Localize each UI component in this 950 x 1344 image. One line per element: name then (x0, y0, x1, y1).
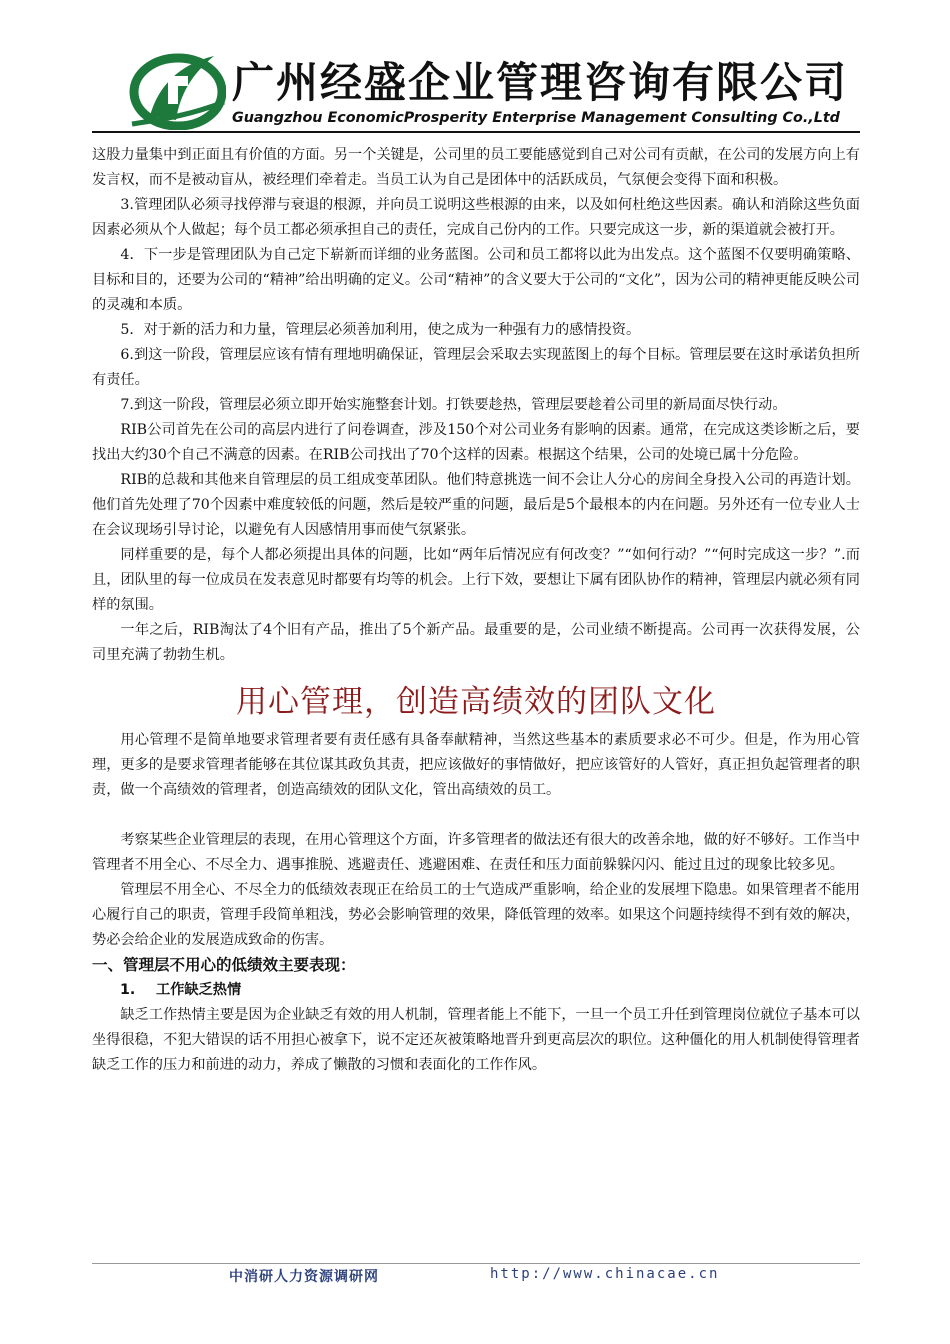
footer-url-link[interactable]: http://www.chinacae.cn (490, 1266, 720, 1282)
subsection-heading (92, 978, 860, 1003)
company-logo-icon (128, 46, 226, 130)
page-footer (92, 1264, 860, 1288)
company-name-english: Guangzhou EconomicProsperity Enterprise Management Consulting Co.,Ltd (232, 110, 840, 126)
section-heading: 一、管理层不用心的低绩效主要表现： (92, 956, 356, 974)
document-body (92, 143, 860, 1078)
header-divider (92, 131, 860, 133)
paragraph-rib-team: RIB的总裁和其他来自管理层的员工组成变革团队。他们特意挑选一间不会让人分心的房间全身投入公司的再造计划。他们首先处理了70个因素中难度较低的问题，然后是较严重的问题，最后是5个最根本的内在问题。另外还有一位专业人士在会议现场引导讨论，以避免有人因感情用事而使气氛紧张。 (92, 472, 860, 538)
paragraph-rib-result: 一年之后，RIB淘汰了4个旧有产品，推出了5个新产品。最重要的是，公司业绩不断提高。公司再一次获得发展，公司里充满了勃勃生机。 (92, 622, 860, 663)
subsection-number: 1. (120, 982, 136, 998)
article-heading: 用心管理，创造高绩效的团队文化 (236, 684, 716, 720)
page-header (92, 40, 860, 132)
paragraph-intro: 用心管理不是简单地要求管理者要有责任感有具备奉献精神，当然这些基本的素质要求必不可少。但是，作为用心管理，更多的是要求管理者能够在其位谋其政负其责，把应该做好的事情做好，把应该管好的人管好，真正担负起管理者的职责，做一个高绩效的管理者，创造高绩效的团队文化，管出高绩效的员工。 (92, 732, 860, 798)
paragraph-step-6: 6.到这一阶段，管理层应该有情有理地明确保证，管理层会采取去实现蓝图上的每个目标。管理层要在这时承诺负担所有责任。 (92, 347, 860, 388)
paragraph-impact: 管理层不用全心、不尽全力的低绩效表现正在给员工的士气造成严重影响，给企业的发展埋下隐患。如果管理者不能用心履行自己的职责，管理手段简单粗浅，势必会影响管理的效果，降低管理的效率。如果这个问题持续得不到有效的解决，势必会给企业的发展造成致命的伤害。 (92, 882, 860, 948)
paragraph-rib-questions: 同样重要的是，每个人都必须提出具体的问题，比如“两年后情况应有何改变？”“如何行动？”“何时完成这一步？”.而且，团队里的每一位成员在发表意见时都要有均等的机会。上行下效，要想让下属有团队协作的精神，管理层内就必须有同样的氛围。 (92, 547, 860, 613)
paragraph-step-4: 4．下一步是管理团队为自己定下崭新而详细的业务蓝图。公司和员工都将以此为出发点。这个蓝图不仅要明确策略、目标和目的，还要为公司的“精神”给出明确的定义。公司“精神”的含义要大于公司的“文化”，因为公司的精神更能反映公司的灵魂和本质。 (92, 247, 860, 313)
company-name: 广州经盛企业管理咨询有限公司 (232, 58, 849, 107)
paragraph-step-3: 3.管理团队必须寻找停滞与衰退的根源，并向员工说明这些根源的由来，以及如何杜绝这些因素。确认和消除这些负面因素必须从个人做起；每个员工都必须承担自己的责任，完成自己份内的工作。只要完成这一步，新的渠道就会被打开。 (92, 197, 860, 238)
footer-site-name: 中消研人力资源调研网 (229, 1269, 379, 1285)
paragraph-step-5: 5．对于新的活力和力量，管理层必须善加利用，使之成为一种强有力的感情投资。 (120, 322, 641, 338)
paragraph-observation: 考察某些企业管理层的表现，在用心管理这个方面，许多管理者的做法还有很大的改善余地，做的好不够好。工作当中管理者不用全心、不尽全力、遇事推脱、逃避责任、逃避困难、在责任和压力面前躲躲闪闪、能过且过的现象比较多见。 (92, 832, 860, 873)
subsection-title: 工作缺乏热情 (156, 982, 242, 998)
paragraph-lack-of-enthusiasm: 缺乏工作热情主要是因为企业缺乏有效的用人机制，管理者能上不能下，一旦一个员工升任到管理岗位就位子基本可以坐得很稳，不犯大错误的话不用担心被拿下，说不定还灰被策略地晋升到更高层次的职位。这种僵化的用人机制使得管理者缺乏工作的压力和前进的动力，养成了懒散的习惯和表面化的工作作风。 (92, 1007, 860, 1073)
paragraph-continued: 这股力量集中到正面且有价值的方面。另一个关键是，公司里的员工要能感觉到自己对公司有贡献，在公司的发展方向上有发言权，而不是被动盲从，被经理们牵着走。当员工认为自己是团体中的活跃成员，气氛便会变得下面和积极。 (92, 147, 860, 188)
paragraph-rib-survey: RIB公司首先在公司的高层内进行了问卷调查，涉及150个对公司业务有影响的因素。通常，在完成这类诊断之后，要找出大约30个自己不满意的因素。在RIB公司找出了70个这样的因素。根据这个结果，公司的处境已属十分危险。 (92, 422, 860, 463)
paragraph-step-7: 7.到这一阶段，管理层必须立即开始实施整套计划。打铁要趁热，管理层要趁着公司里的新局面尽快行动。 (120, 397, 787, 413)
